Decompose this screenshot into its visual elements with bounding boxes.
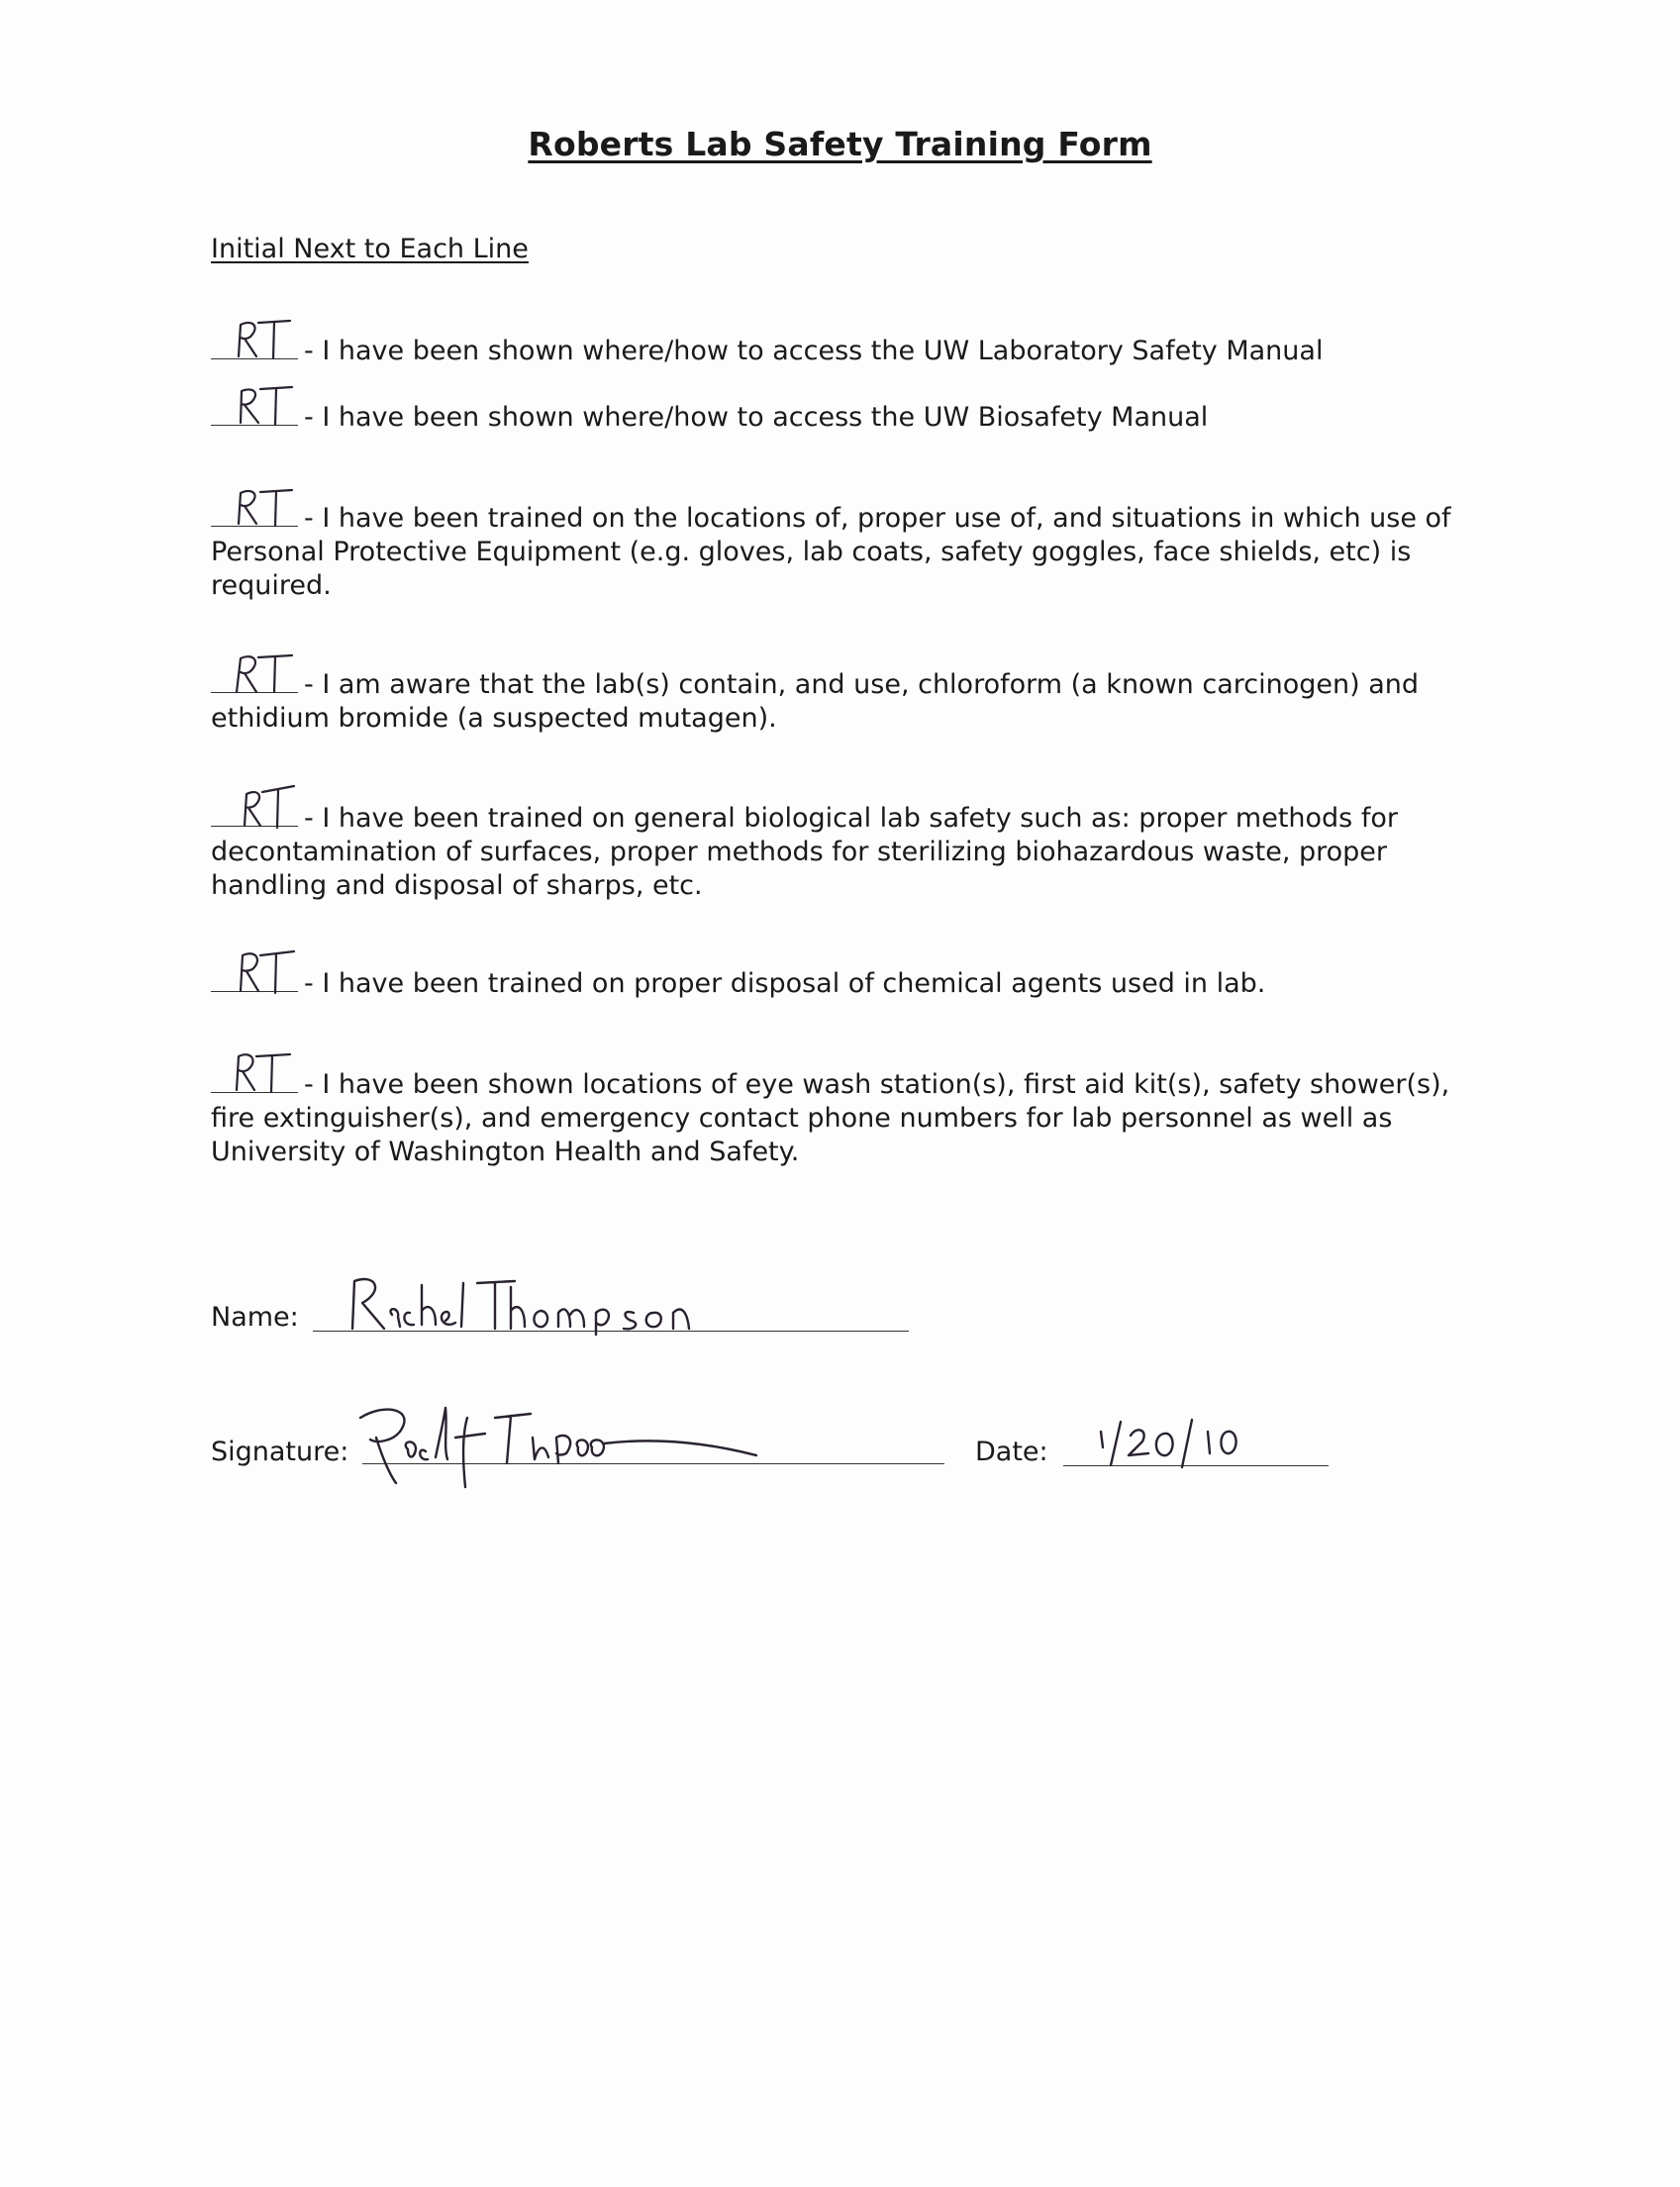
initials-field-1[interactable] (211, 333, 298, 359)
initials-mark-2 (231, 383, 300, 429)
training-item-text-5: - I have been trained on general biological lab safety such as: proper methods for decontamination of surfaces, proper methods for sterilizing biohazardous waste, proper handling and disposal of sharps, etc. (211, 803, 1398, 901)
training-item-text-1: - I have been shown where/how to access the UW Laboratory Safety Manual (304, 336, 1324, 366)
training-item-2 (211, 399, 1488, 435)
initials-field-4[interactable] (211, 666, 298, 693)
initials-field-7[interactable] (211, 1066, 298, 1093)
initials-mark-1 (231, 317, 300, 362)
training-item-text-7: - I have been shown locations of eye wash station(s), first aid kit(s), safety shower(s), fire extinguisher(s), and emergency contact phone numbers for lab personnel as well as University of Washington Health and Safety. (211, 1069, 1450, 1167)
name-handwriting (346, 1273, 742, 1339)
initials-field-3[interactable] (211, 500, 298, 527)
training-item-6 (211, 965, 1488, 1001)
initials-mark-6 (231, 949, 300, 995)
initials-field-6[interactable] (211, 965, 298, 992)
initials-mark-3 (231, 484, 300, 530)
training-item-7 (211, 1066, 1488, 1169)
training-item-5 (211, 800, 1488, 903)
training-item-text-3: - I have been trained on the locations of, proper use of, and situations in which use of Personal Protective Equipment (e.g. gloves, lab coats, safety goggles, face shields, etc) is required. (211, 503, 1451, 601)
initials-field-5[interactable] (211, 800, 298, 827)
date-label: Date: (975, 1437, 1048, 1467)
instructions-heading: Initial Next to Each Line (211, 234, 529, 264)
training-item-3 (211, 500, 1488, 603)
training-item-text-6: - I have been trained on proper disposal of chemical agents used in lab. (304, 968, 1266, 999)
training-item-text-2: - I have been shown where/how to access the UW Biosafety Manual (304, 402, 1209, 433)
form-title: Roberts Lab Safety Training Form (528, 125, 1152, 163)
name-label: Name: (211, 1302, 299, 1333)
signature-label: Signature: (211, 1437, 349, 1467)
initials-mark-4 (231, 650, 300, 696)
initials-mark-5 (231, 784, 300, 830)
initials-mark-7 (231, 1050, 300, 1096)
signature-handwriting (356, 1398, 802, 1493)
training-item-4 (211, 666, 1488, 736)
training-item-text-4: - I am aware that the lab(s) contain, and use, chloroform (a known carcinogen) and ethidium bromide (a suspected mutagen). (211, 669, 1419, 734)
training-item-1 (211, 333, 1488, 368)
date-handwriting (1089, 1418, 1287, 1471)
initials-field-2[interactable] (211, 399, 298, 426)
